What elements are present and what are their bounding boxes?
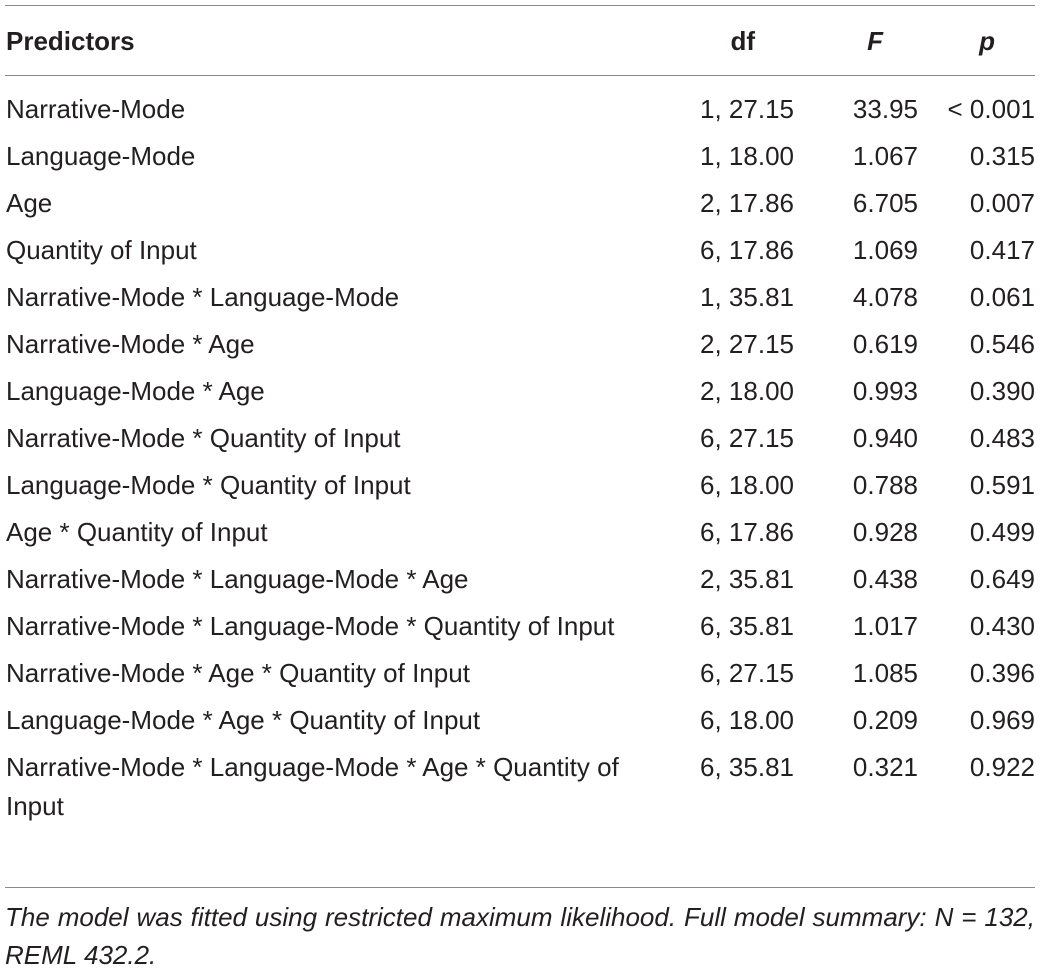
anova-table	[5, 5, 1035, 840]
df-cell: 1, 18.00	[700, 141, 794, 171]
table-row	[5, 697, 1035, 744]
f-value-cell: 1.069	[852, 235, 918, 265]
df-cell: 2, 35.81	[700, 564, 794, 594]
table-row	[5, 509, 1035, 556]
table-row	[5, 227, 1035, 274]
predictor-cell: Language-Mode * Age	[6, 376, 265, 406]
p-value-cell: 0.591	[969, 470, 1035, 500]
table-body	[5, 76, 1035, 841]
p-value-cell: 0.483	[969, 423, 1035, 453]
f-value-cell: 1.067	[852, 141, 918, 171]
p-value-cell: 0.417	[969, 235, 1035, 265]
df-cell: 1, 35.81	[700, 282, 794, 312]
predictor-cell: Language-Mode	[6, 141, 196, 171]
table-header	[5, 6, 1035, 76]
df-cell: 6, 18.00	[700, 470, 794, 500]
f-value-cell: 0.438	[852, 564, 918, 594]
df-cell: 1, 27.15	[700, 94, 794, 124]
predictor-cell: Narrative-Mode * Age * Quantity of Input	[6, 658, 470, 688]
p-value-cell: 0.649	[969, 564, 1035, 594]
table-row	[5, 462, 1035, 509]
table-row	[5, 556, 1035, 603]
p-value-cell: 0.390	[969, 376, 1035, 406]
df-cell: 6, 18.00	[700, 705, 794, 735]
predictor-cell: Narrative-Mode * Language-Mode * Age * Quantity of Input	[6, 752, 619, 821]
table-row	[5, 603, 1035, 650]
f-value-cell: 4.078	[852, 282, 918, 312]
predictor-cell: Age * Quantity of Input	[6, 517, 268, 547]
header-df: df	[647, 6, 797, 76]
f-value-cell: 0.209	[852, 705, 918, 735]
f-value-cell: 1.085	[852, 658, 918, 688]
header-predictors: Predictors	[5, 6, 647, 76]
p-value-cell: 0.007	[969, 188, 1035, 218]
f-value-cell: 0.619	[852, 329, 918, 359]
table-row	[5, 650, 1035, 697]
f-value-cell: 0.788	[852, 470, 918, 500]
table-row	[5, 321, 1035, 368]
df-cell: 6, 35.81	[700, 752, 794, 782]
p-value-cell: 0.430	[969, 611, 1035, 641]
p-value-cell: 0.396	[969, 658, 1035, 688]
df-cell: 6, 27.15	[700, 423, 794, 453]
predictor-cell: Narrative-Mode	[6, 94, 186, 124]
f-value-cell: 0.993	[852, 376, 918, 406]
predictor-cell: Narrative-Mode * Age	[6, 329, 255, 359]
f-value-cell: 1.017	[852, 611, 918, 641]
header-f: F	[797, 6, 921, 76]
f-value-cell: 6.705	[852, 188, 918, 218]
table-row	[5, 415, 1035, 462]
predictor-cell: Language-Mode * Age * Quantity of Input	[6, 705, 481, 735]
header-row	[5, 6, 1035, 76]
predictor-cell: Narrative-Mode * Language-Mode * Age	[6, 564, 469, 594]
predictor-cell: Language-Mode * Quantity of Input	[6, 470, 411, 500]
p-value-cell: 0.969	[969, 705, 1035, 735]
table-row	[5, 133, 1035, 180]
table-row	[5, 76, 1035, 134]
p-value-cell: 0.499	[969, 517, 1035, 547]
p-value-cell: < 0.001	[947, 94, 1035, 124]
df-cell: 2, 17.86	[700, 188, 794, 218]
df-cell: 6, 17.86	[700, 517, 794, 547]
table-row	[5, 744, 1035, 840]
predictor-cell: Narrative-Mode * Quantity of Input	[6, 423, 401, 453]
p-value-cell: 0.315	[969, 141, 1035, 171]
predictor-cell: Narrative-Mode * Language-Mode * Quantity of Input	[6, 611, 615, 641]
f-value-cell: 0.940	[852, 423, 918, 453]
header-p: p	[921, 6, 1035, 76]
df-cell: 2, 27.15	[700, 329, 794, 359]
f-value-cell: 0.321	[852, 752, 918, 782]
df-cell: 6, 27.15	[700, 658, 794, 688]
table-row	[5, 274, 1035, 321]
p-value-cell: 0.922	[969, 752, 1035, 782]
predictor-cell: Quantity of Input	[6, 235, 197, 265]
df-cell: 2, 18.00	[700, 376, 794, 406]
table-row	[5, 180, 1035, 227]
f-value-cell: 0.928	[852, 517, 918, 547]
df-cell: 6, 35.81	[700, 611, 794, 641]
table-footnote: The model was fitted using restricted maximum likelihood. Full model summary: N = 132, REML 432.2.	[5, 887, 1035, 974]
df-cell: 6, 17.86	[700, 235, 794, 265]
predictor-cell: Age	[6, 188, 53, 218]
p-value-cell: 0.546	[969, 329, 1035, 359]
table-row	[5, 368, 1035, 415]
predictor-cell: Narrative-Mode * Language-Mode	[6, 282, 400, 312]
f-value-cell: 33.95	[852, 94, 918, 124]
p-value-cell: 0.061	[969, 282, 1035, 312]
